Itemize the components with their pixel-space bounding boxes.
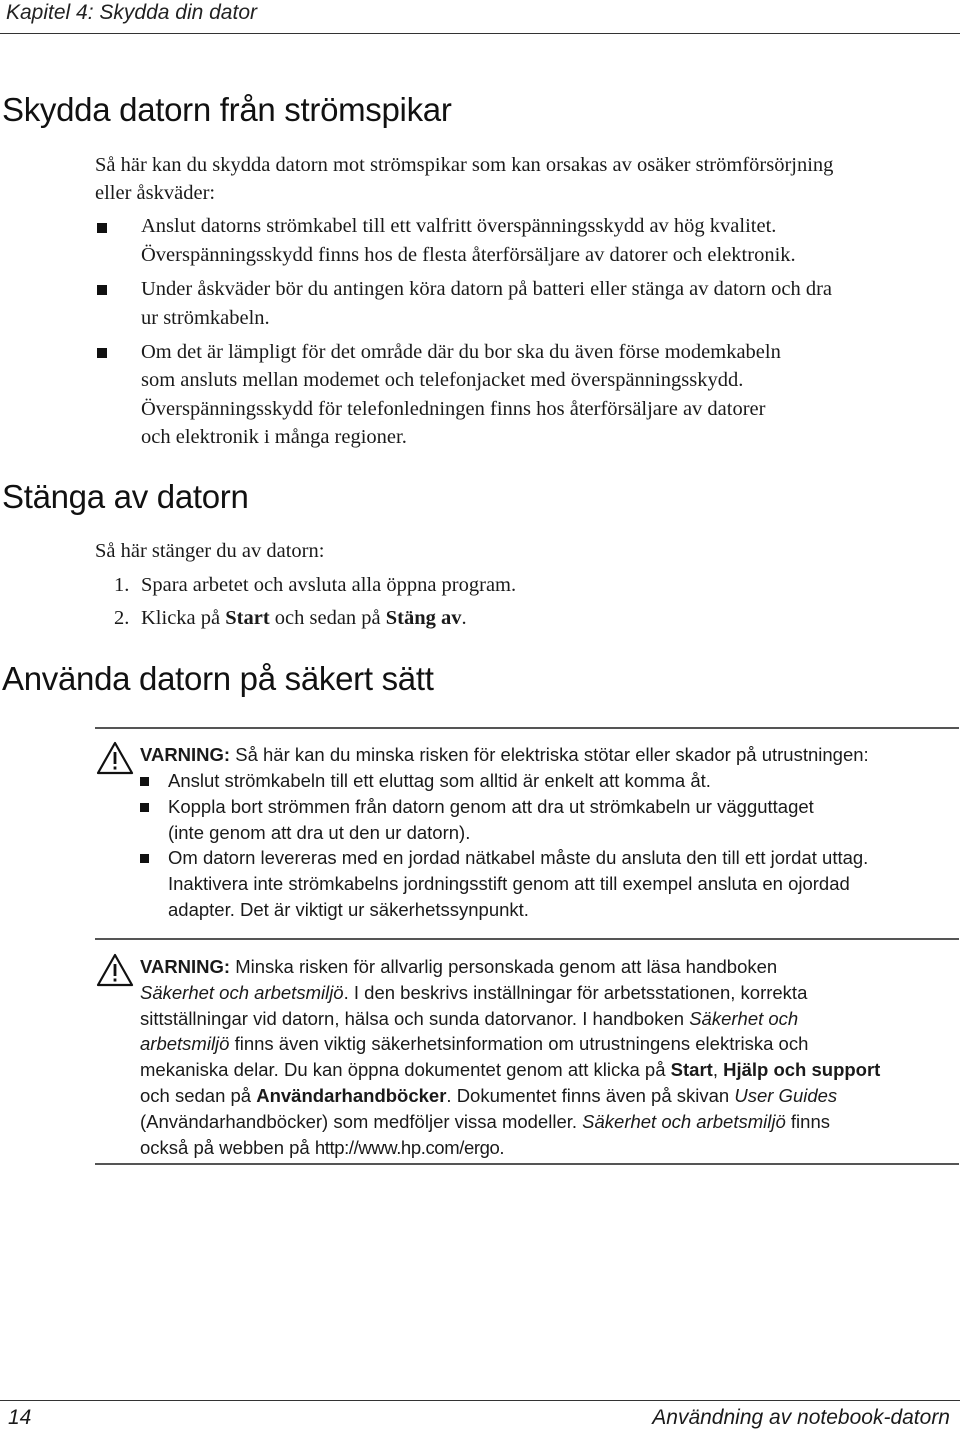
footer-rule: [0, 1400, 960, 1401]
bullet3-line4: och elektronik i många regioner.: [141, 426, 407, 448]
bullet-icon: [140, 803, 149, 812]
bullet1-line1: Anslut datorns strömkabel till ett valfritt överspänningsskydd av hög kvalitet.: [141, 215, 777, 237]
section1-intro-line1: Så här kan du skydda datorn mot strömspikar som kan orsakas av osäker strömförsörjning: [95, 154, 834, 176]
warning2-line1: VARNING: Minska risken för allvarlig personskada genom att läsa handboken: [140, 956, 778, 977]
warning2-line5: mekaniska delar. Du kan öppna dokumentet genom att klicka på Start, Hjälp och support: [140, 1059, 881, 1080]
warning1-bullet1: Anslut strömkabeln till ett eluttag som alltid är enkelt att komma åt.: [168, 770, 711, 791]
bullet-icon: [97, 223, 107, 233]
section-title-power-surges: Skydda datorn från strömspikar: [2, 91, 452, 128]
step1-number: 1.: [114, 574, 130, 596]
step2-number: 2.: [114, 607, 130, 629]
warning-triangle-icon: [96, 741, 134, 775]
step1-text: Spara arbetet och avsluta alla öppna program.: [141, 574, 517, 596]
warning1-bullet2-line1: Koppla bort strömmen från datorn genom att dra ut strömkabeln ur vägguttaget: [168, 796, 814, 817]
warning2-line8: också på webben på http://www.hp.com/ergo.: [140, 1137, 505, 1158]
warning1-bullet3-line1: Om datorn levereras med en jordad nätkabel måste du ansluta den till ett jordat uttag.: [168, 847, 869, 868]
warning2-line7: (Användarhandböcker) som medföljer vissa modeller. Säkerhet och arbetsmiljö finns: [140, 1111, 830, 1132]
chapter-header: Kapitel 4: Skydda din dator: [6, 1, 257, 24]
warning2-line6: och sedan på Användarhandböcker. Dokumentet finns även på skivan User Guides: [140, 1085, 838, 1106]
warning1-bottom-rule: [95, 938, 959, 940]
bullet3-line3: Överspänningsskydd för telefonledningen finns hos återförsäljare av datorer: [141, 398, 766, 420]
bullet3-line2: som ansluts mellan modemet och telefonjacket med överspänningsskydd.: [141, 369, 744, 391]
warning1-heading: VARNING: Så här kan du minska risken för elektriska stötar eller skador på utrustningen:: [140, 744, 869, 765]
bullet-icon: [140, 854, 149, 863]
warning2-bottom-rule: [95, 1163, 959, 1165]
step2-text: Klicka på Start och sedan på Stäng av.: [141, 607, 467, 629]
book-title: Användning av notebook-datorn: [652, 1406, 950, 1429]
section2-intro: Så här stänger du av datorn:: [95, 540, 325, 562]
warning1-bullet3-line2: Inaktivera inte strömkabelns jordningsstift genom att till exempel ansluta en ojordad: [168, 873, 850, 894]
section1-intro-line2: eller åskväder:: [95, 182, 216, 204]
bullet2-line2: ur strömkabeln.: [141, 307, 270, 329]
warning1-top-rule: [95, 727, 959, 729]
warning2-line4: arbetsmiljö finns även viktig säkerhetsinformation om utrustningens elektriska och: [140, 1033, 809, 1054]
section-title-safe-use: Använda datorn på säkert sätt: [2, 660, 434, 697]
warning-label: VARNING:: [140, 956, 231, 977]
bullet-icon: [140, 777, 149, 786]
shutdown-term: Stäng av: [385, 607, 462, 629]
bullet-icon: [97, 348, 107, 358]
warning1-bullet3-line3: adapter. Det är viktigt ur säkerhetssynpunkt.: [168, 899, 529, 920]
header-rule: [0, 33, 960, 34]
bullet-icon: [97, 285, 107, 295]
bullet1-line2: Överspänningsskydd finns hos de flesta återförsäljare av datorer och elektronik.: [141, 244, 796, 266]
warning2-line2: Säkerhet och arbetsmiljö. I den beskrivs inställningar för arbetsstationen, korrekta: [140, 982, 808, 1003]
warning-triangle-icon: [96, 953, 134, 987]
warning2-line3: sittställningar vid datorn, hälsa och sunda datorvanor. I handboken Säkerhet och: [140, 1008, 799, 1029]
ergo-url-link[interactable]: http://www.hp.com/ergo: [314, 1137, 500, 1158]
bullet2-line1: Under åskväder bör du antingen köra datorn på batteri eller stänga av datorn och dra: [141, 278, 833, 300]
bullet3-line1: Om det är lämpligt för det område där du bor ska du även förse modemkabeln: [141, 341, 781, 363]
section-title-shutdown: Stänga av datorn: [2, 478, 249, 515]
warning-label: VARNING:: [140, 744, 231, 765]
warning1-bullet2-line2: (inte genom att dra ut den ur datorn).: [168, 822, 471, 843]
page-number: 14: [8, 1406, 32, 1429]
start-term: Start: [225, 607, 270, 629]
